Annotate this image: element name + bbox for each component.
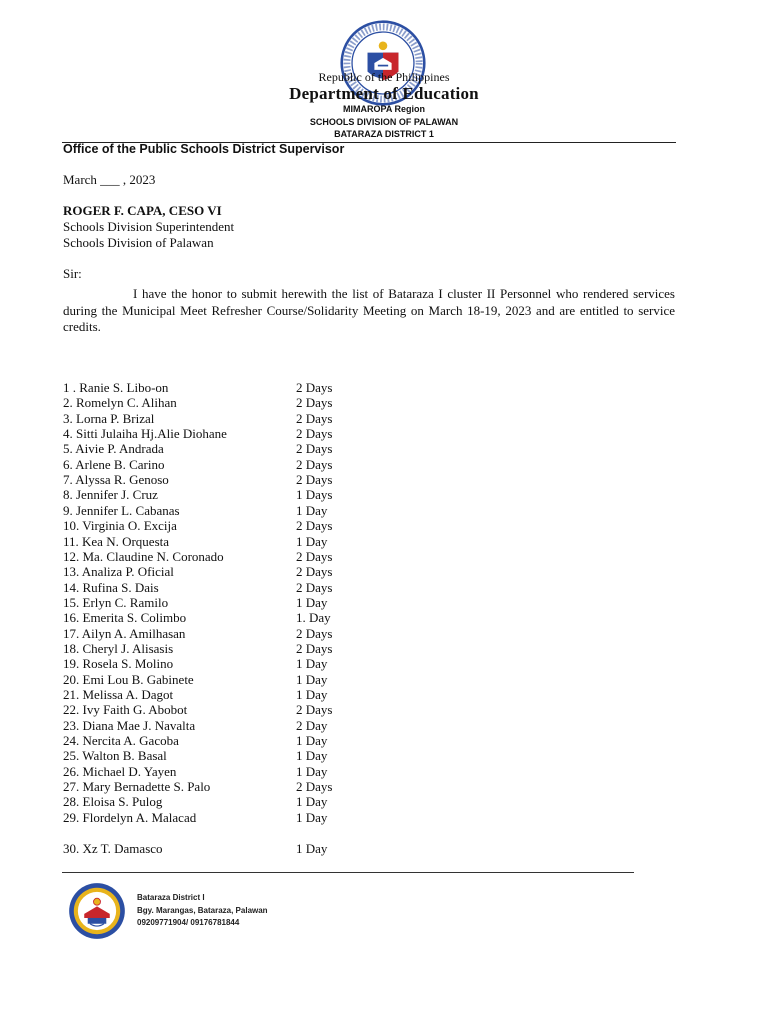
personnel-days: 2 Days <box>296 426 333 442</box>
personnel-days: 1 Day <box>296 594 328 610</box>
personnel-name: 22. Ivy Faith G. Abobot <box>63 702 188 718</box>
personnel-days: 2 Days <box>296 548 333 564</box>
personnel-days: 1 Day <box>296 763 328 779</box>
department-title: Department of Education <box>289 84 479 103</box>
personnel-name: 3. Lorna P. Brizal <box>63 410 155 426</box>
personnel-name: 10. Virginia O. Excija <box>63 518 177 534</box>
personnel-name: 6. Arlene B. Carino <box>63 456 165 472</box>
personnel-name: 23. Diana Mae J. Navalta <box>63 717 196 733</box>
personnel-name: 16. Emerita S. Colimbo <box>63 610 187 626</box>
personnel-days: 2 Days <box>296 380 333 395</box>
personnel-days: 2 Days <box>296 472 333 488</box>
footer-phone: 09209771904/ 09176781844 <box>137 918 240 927</box>
personnel-name: 18. Cheryl J. Alisasis <box>63 640 174 656</box>
personnel-days: 1. Day <box>296 610 331 626</box>
country-line: Republic of the Philippines <box>318 70 450 84</box>
addressee-office: Schools Division of Palawan <box>63 235 214 250</box>
personnel-days: 2 Days <box>296 410 333 426</box>
personnel-name: 11. Kea N. Orquesta <box>63 533 170 549</box>
personnel-name: 1 . Ranie S. Libo-on <box>63 380 169 395</box>
region-line: MIMAROPA Region <box>343 104 425 114</box>
personnel-days: 1 Day <box>296 533 328 549</box>
personnel-days: 2 Days <box>296 441 333 457</box>
personnel-name: 4. Sitti Julaiha Hj.Alie Diohane <box>63 426 227 442</box>
personnel-name: 2. Romelyn C. Alihan <box>63 395 177 411</box>
personnel-name: 28. Eloisa S. Pulog <box>63 794 163 810</box>
personnel-days: 1 Day <box>296 809 328 825</box>
footer-district: Bataraza District I <box>137 893 205 902</box>
personnel-name: 24. Nercita A. Gacoba <box>63 733 179 749</box>
letter-date: March ___ , 2023 <box>63 172 156 187</box>
letter-body: I have the honor to submit herewith the list of Bataraza I cluster II Personnel who rendered services during the Municipal Meet Refresher Course/Solidarity Meeting on March 18-19, 2023 and are entitled to service credits. <box>63 286 675 334</box>
personnel-days: 1 Day <box>296 748 328 764</box>
personnel-days: 1 Day <box>296 671 328 687</box>
personnel-days: 2 Days <box>296 564 333 580</box>
personnel-name: 7. Alyssa R. Genoso <box>63 472 169 488</box>
personnel-name: 20. Emi Lou B. Gabinete <box>63 671 194 687</box>
personnel-name: 8. Jennifer J. Cruz <box>63 487 158 503</box>
personnel-name: 14. Rufina S. Dais <box>63 579 159 595</box>
personnel-name: 15. Erlyn C. Ramilo <box>63 594 169 610</box>
footer-divider <box>62 872 634 873</box>
district-line: BATARAZA DISTRICT 1 <box>334 129 434 139</box>
division-line: SCHOOLS DIVISION OF PALAWAN <box>309 117 459 127</box>
footer-address: Bgy. Marangas, Bataraza, Palawan <box>137 906 268 915</box>
personnel-name: 5. Aivie P. Andrada <box>63 441 164 457</box>
personnel-name: 17. Ailyn A. Amilhasan <box>63 625 186 641</box>
personnel-days: 2 Days <box>296 640 333 656</box>
personnel-days: 2 Day <box>296 717 328 733</box>
personnel-days: 2 Days <box>296 779 333 795</box>
office-title: Office of the Public Schools District Supervisor <box>63 142 345 156</box>
personnel-name: 19. Rosela S. Molino <box>63 656 174 672</box>
personnel-days: 1 Day <box>296 687 328 702</box>
personnel-name: 29. Flordelyn A. Malacad <box>63 809 197 825</box>
personnel-days: 2 Days <box>296 702 333 718</box>
personnel-days: 1 Day <box>296 733 328 749</box>
personnel-days: 2 Days <box>296 395 333 411</box>
personnel-name: 25. Walton B. Basal <box>63 748 167 764</box>
personnel-name: 21. Melissa A. Dagot <box>63 687 174 702</box>
personnel-days: 1 Day <box>296 841 328 857</box>
personnel-name: 12. Ma. Claudine N. Coronado <box>63 548 224 564</box>
personnel-days: 2 Days <box>296 579 333 595</box>
personnel-days: 2 Days <box>296 456 333 472</box>
personnel-days: 1 Days <box>296 487 333 503</box>
personnel-name: 27. Mary Bernadette S. Palo <box>63 779 211 795</box>
addressee-name: ROGER F. CAPA, CESO VI <box>63 203 222 218</box>
personnel-days: 1 Day <box>296 502 328 518</box>
salutation: Sir: <box>63 266 82 281</box>
personnel-name: 30. Xz T. Damasco <box>63 841 163 857</box>
personnel-days: 2 Days <box>296 518 333 534</box>
personnel-days: 1 Day <box>296 794 328 810</box>
personnel-days: 2 Days <box>296 625 333 641</box>
personnel-name: 13. Analiza P. Oficial <box>63 564 174 580</box>
personnel-name: 9. Jennifer L. Cabanas <box>63 502 180 518</box>
personnel-days: 1 Day <box>296 656 328 672</box>
district-seal-icon <box>68 882 126 940</box>
personnel-name: 26. Michael D. Yayen <box>63 763 177 779</box>
addressee-title: Schools Division Superintendent <box>63 219 235 234</box>
